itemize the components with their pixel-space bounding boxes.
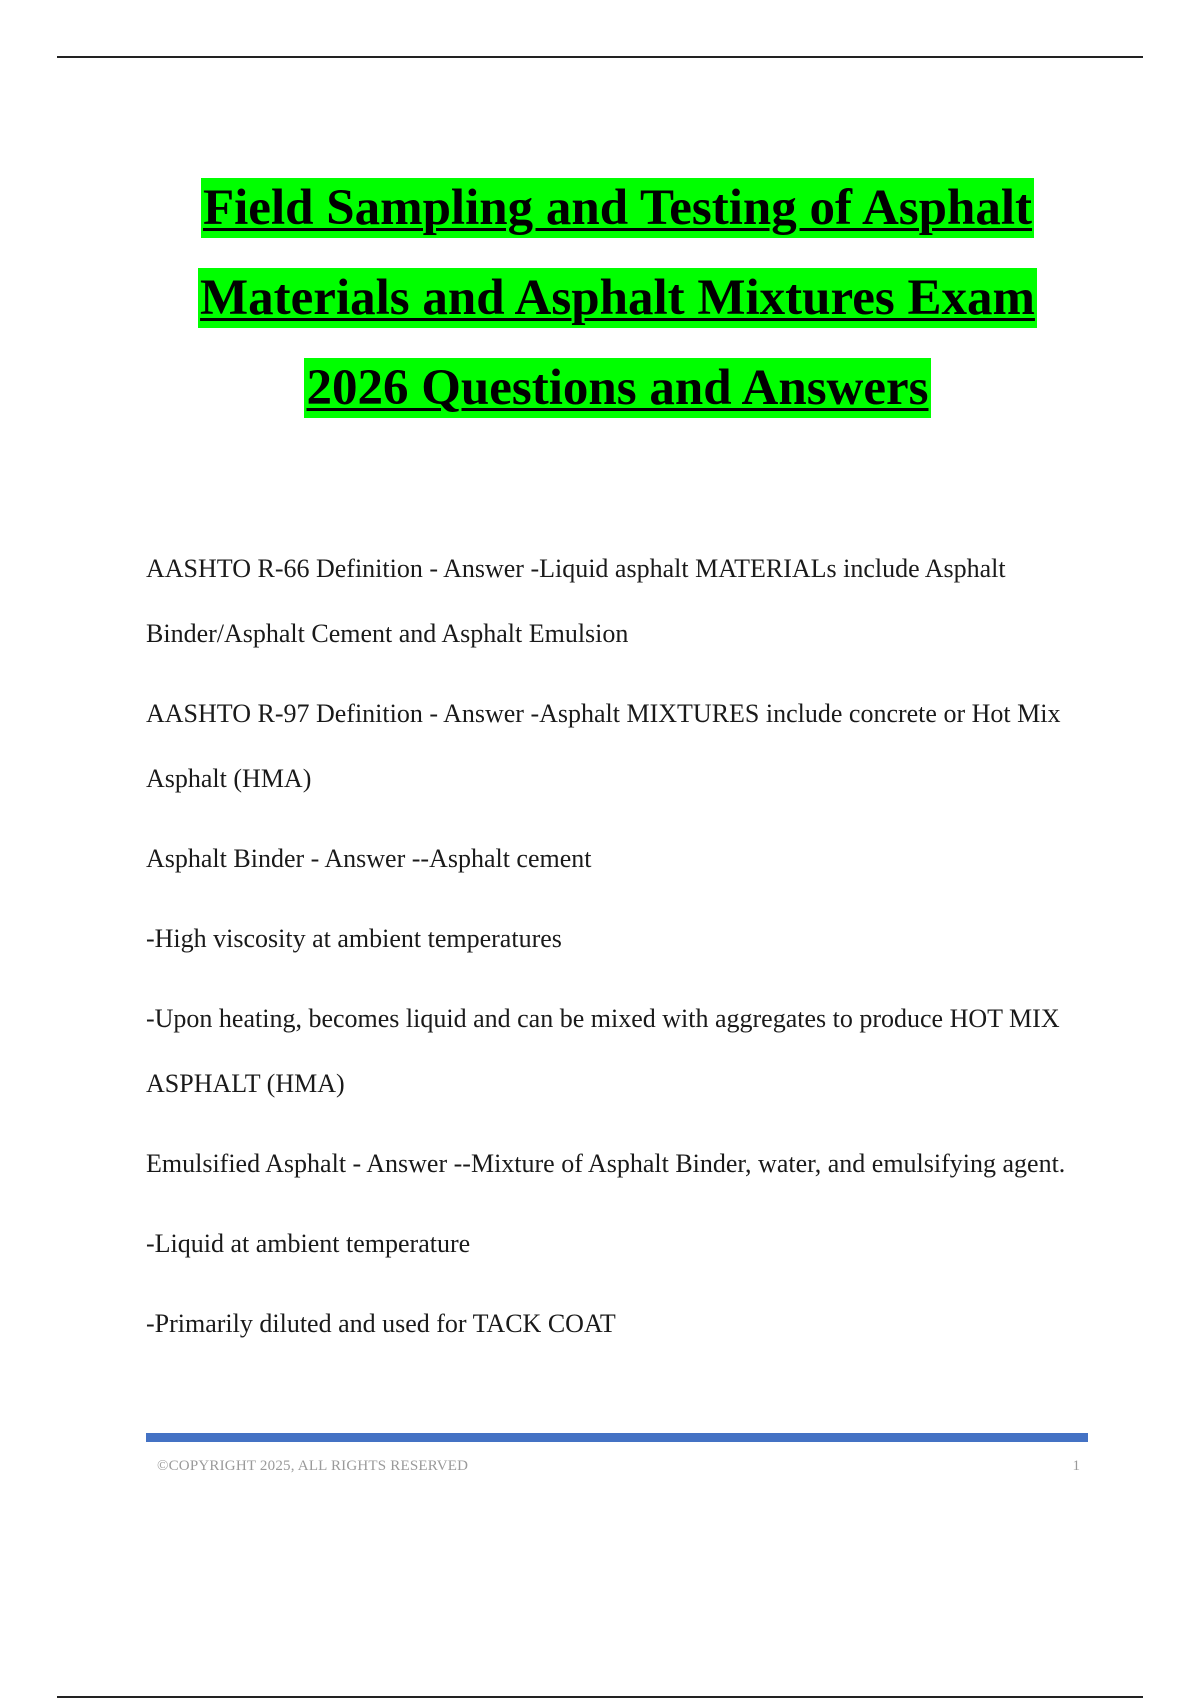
document-title [120,178,1115,418]
top-rule [57,56,1143,58]
paragraph-emulsified-asphalt: Emulsified Asphalt - Answer --Mixture of Asphalt Binder, water, and emulsifying agent. [146,1149,1066,1178]
title-line-3: 2026 Questions and Answers [306,360,929,416]
page-number: 1 [1072,1458,1080,1474]
document-body [146,536,1096,1371]
footer-copyright: ©COPYRIGHT 2025, ALL RIGHTS RESERVED [157,1458,469,1474]
paragraph-tack-coat: -Primarily diluted and used for TACK COAT [146,1309,616,1338]
paragraph-liquid-ambient: -Liquid at ambient temperature [146,1229,471,1258]
paragraph-r66-definition: AASHTO R-66 Definition - Answer -Liquid asphalt MATERIALs include Asphalt Binder/Asphalt Cement and Asphalt Emulsion [146,554,1006,648]
title-line-1: Field Sampling and Testing of Asphalt [202,180,1033,236]
paragraph-r97-definition: AASHTO R-97 Definition - Answer -Asphalt MIXTURES include concrete or Hot Mix Asphalt (HMA) [146,699,1061,793]
paragraph-upon-heating: -Upon heating, becomes liquid and can be mixed with aggregates to produce HOT MIX ASPHALT (HMA) [146,1004,1060,1098]
footer-bar [146,1433,1088,1442]
title-line-2: Materials and Asphalt Mixtures Exam [200,270,1035,326]
bottom-rule [57,1696,1143,1698]
paragraph-asphalt-binder: Asphalt Binder - Answer --Asphalt cement [146,844,592,873]
paragraph-high-viscosity: -High viscosity at ambient temperatures [146,924,562,953]
